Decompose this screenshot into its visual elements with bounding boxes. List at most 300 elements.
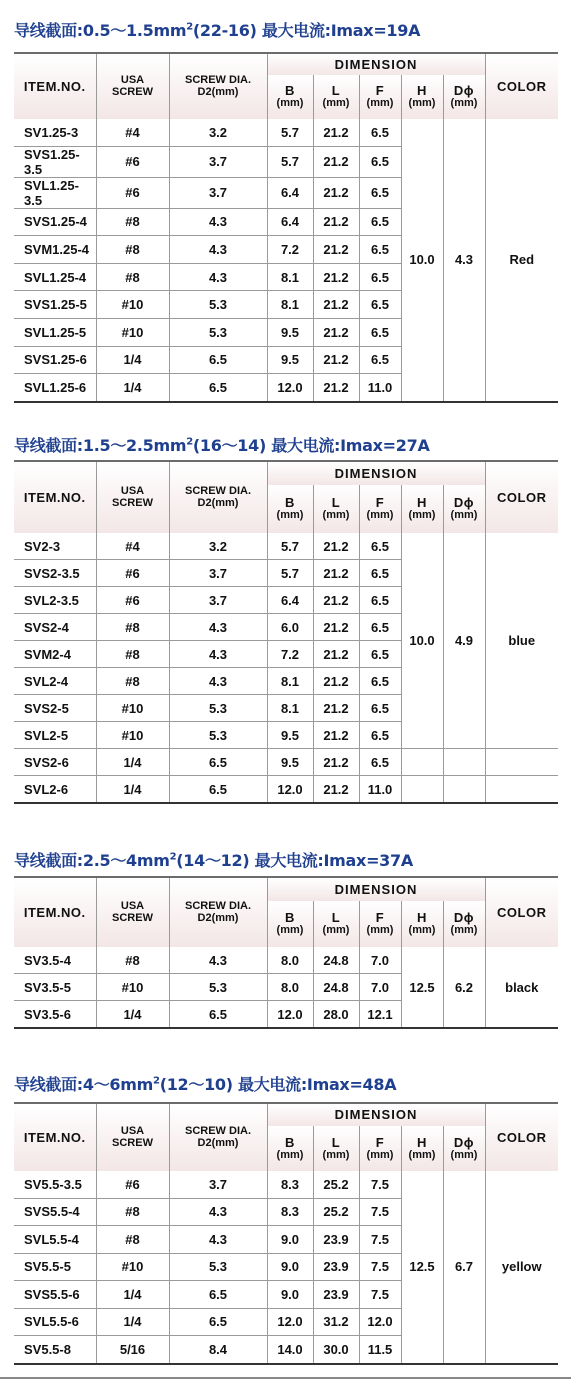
cell-b: 8.1 (267, 291, 313, 319)
header-f (359, 1126, 401, 1171)
header-b-label: B (285, 910, 295, 926)
header-l-label: L (331, 83, 341, 99)
cell-f: 7.5 (359, 1226, 401, 1254)
header-f-label: F (375, 495, 385, 511)
cell-item-no: SV5.5-3.5 (14, 1171, 96, 1198)
cell-l: 21.2 (313, 722, 359, 749)
cell-usa-screw: #10 (96, 695, 169, 722)
cell-f: 6.5 (359, 208, 401, 236)
header-color (485, 1103, 558, 1171)
header-dimension-label: DIMENSION (334, 1107, 418, 1123)
header-usa-screw (96, 877, 169, 947)
cell-f: 6.5 (359, 722, 401, 749)
header-d-phi-unit: (mm) (450, 509, 478, 522)
cell-b: 8.3 (267, 1171, 313, 1198)
header-screw-label: SCREW (112, 911, 153, 924)
cell-item-no: SV1.25-3 (14, 119, 96, 146)
header-item-no-label: ITEM.NO. (23, 904, 86, 920)
header-l-label: L (331, 910, 341, 926)
cell-usa-screw: 1/4 (96, 1001, 169, 1029)
cell-item-no: SVL2-5 (14, 722, 96, 749)
cell-item-no: SVL2-4 (14, 668, 96, 695)
cell-l: 25.2 (313, 1198, 359, 1226)
cell-usa-screw: 1/4 (96, 374, 169, 402)
header-color-label: COLOR (497, 78, 547, 94)
cell-usa-screw: #6 (96, 587, 169, 614)
cell-screw-dia: 5.3 (169, 291, 267, 319)
header-b (267, 75, 313, 119)
header-usa-screw (96, 461, 169, 533)
cell-usa-screw: 1/4 (96, 749, 169, 776)
cell-b: 12.0 (267, 1308, 313, 1336)
cell-screw-dia: 4.3 (169, 641, 267, 668)
cell-f: 6.5 (359, 695, 401, 722)
title-current-rating: (12～10) 最大电流:Imax=48A (159, 1075, 397, 1094)
cell-b: 6.0 (267, 614, 313, 641)
header-color-label: COLOR (497, 489, 547, 505)
header-h (401, 485, 443, 533)
cell-screw-dia: 6.5 (169, 374, 267, 402)
header-b (267, 1126, 313, 1171)
cell-f: 11.5 (359, 1336, 401, 1364)
cell-screw-dia: 4.3 (169, 668, 267, 695)
cell-screw-dia: 5.3 (169, 1253, 267, 1281)
header-f-unit: (mm) (366, 1148, 394, 1161)
header-screw-dia-label: SCREW DIA. (185, 484, 251, 497)
cell-l: 30.0 (313, 1336, 359, 1364)
cell-screw-dia: 4.3 (169, 263, 267, 291)
spec-table (14, 460, 558, 804)
header-dimension (267, 461, 485, 485)
cell-h-empty (401, 749, 443, 776)
header-h (401, 75, 443, 119)
header-l-label: L (331, 495, 341, 511)
page-divider (0, 1377, 571, 1379)
header-h-label: H (417, 83, 427, 99)
cell-f: 12.1 (359, 1001, 401, 1029)
cell-screw-dia: 4.3 (169, 1226, 267, 1254)
header-screw-dia-label: SCREW DIA. (185, 899, 251, 912)
cell-f: 7.5 (359, 1253, 401, 1281)
cell-usa-screw: #8 (96, 614, 169, 641)
cell-l: 21.2 (313, 236, 359, 264)
title-superscript: 2 (169, 851, 177, 863)
title-current-rating: (22-16) 最大电流:Imax=19A (192, 21, 421, 40)
title-current-rating: (14～12) 最大电流:Imax=37A (176, 851, 413, 870)
cell-f: 11.0 (359, 776, 401, 804)
table-header (14, 461, 558, 533)
cell-color-merged: black (485, 947, 558, 1028)
cell-screw-dia: 5.3 (169, 722, 267, 749)
cell-usa-screw: #10 (96, 1253, 169, 1281)
cell-f: 6.5 (359, 668, 401, 695)
cell-l: 21.2 (313, 346, 359, 374)
cell-f: 6.5 (359, 177, 401, 208)
cell-l: 21.2 (313, 560, 359, 587)
table-row (14, 119, 558, 146)
header-screw-dia (169, 1103, 267, 1171)
cell-usa-screw: #6 (96, 560, 169, 587)
cell-l: 24.8 (313, 947, 359, 974)
cell-usa-screw: 1/4 (96, 776, 169, 804)
cell-item-no: SVS2-3.5 (14, 560, 96, 587)
cell-f: 7.5 (359, 1281, 401, 1309)
cell-l: 21.2 (313, 695, 359, 722)
section-title (14, 848, 413, 871)
header-color (485, 877, 558, 947)
header-d-phi-unit: (mm) (450, 1148, 478, 1161)
table-row (14, 1171, 558, 1198)
cell-b: 6.4 (267, 177, 313, 208)
header-d2-label: D2(mm) (197, 85, 239, 98)
cell-l: 23.9 (313, 1253, 359, 1281)
cell-b: 8.0 (267, 974, 313, 1001)
cell-screw-dia: 5.3 (169, 974, 267, 1001)
cell-h-merged: 12.5 (401, 1171, 443, 1364)
cell-l: 21.2 (313, 177, 359, 208)
cell-l: 21.2 (313, 749, 359, 776)
cell-usa-screw: #4 (96, 119, 169, 146)
cell-item-no: SVS2-4 (14, 614, 96, 641)
cell-usa-screw: #8 (96, 1198, 169, 1226)
cell-usa-screw: 5/16 (96, 1336, 169, 1364)
header-usa-label: USA (120, 73, 145, 86)
cell-h-merged: 10.0 (401, 533, 443, 749)
cell-item-no: SV3.5-4 (14, 947, 96, 974)
cell-screw-dia: 4.3 (169, 236, 267, 264)
header-f-unit: (mm) (366, 509, 394, 522)
cell-b: 5.7 (267, 533, 313, 560)
cell-screw-dia: 3.7 (169, 1171, 267, 1198)
cell-screw-dia: 3.7 (169, 146, 267, 177)
cell-usa-screw: #10 (96, 291, 169, 319)
header-h-unit: (mm) (408, 924, 436, 937)
cell-l: 31.2 (313, 1308, 359, 1336)
cell-item-no: SV3.5-5 (14, 974, 96, 1001)
header-d2-label: D2(mm) (197, 911, 239, 924)
cell-screw-dia: 6.5 (169, 346, 267, 374)
header-item-no (14, 461, 96, 533)
cell-item-no: SVS2-5 (14, 695, 96, 722)
cell-b: 7.2 (267, 641, 313, 668)
cell-usa-screw: #6 (96, 146, 169, 177)
cell-item-no: SV5.5-5 (14, 1253, 96, 1281)
cell-item-no: SVL5.5-4 (14, 1226, 96, 1254)
cell-usa-screw: #8 (96, 236, 169, 264)
header-item-no (14, 1103, 96, 1171)
cell-l: 23.9 (313, 1226, 359, 1254)
cell-usa-screw: #8 (96, 668, 169, 695)
table-body (14, 533, 558, 803)
header-f-label: F (375, 910, 385, 926)
table-row (14, 776, 558, 804)
cell-item-no: SVL1.25-4 (14, 263, 96, 291)
cell-f: 7.5 (359, 1171, 401, 1198)
cell-l: 21.2 (313, 614, 359, 641)
cell-d-phi-merged: 6.2 (443, 947, 485, 1028)
cell-h-empty (401, 776, 443, 804)
table-body (14, 947, 558, 1028)
header-h-label: H (417, 495, 427, 511)
cell-screw-dia: 4.3 (169, 947, 267, 974)
cell-item-no: SVL1.25-5 (14, 318, 96, 346)
header-screw-dia-label: SCREW DIA. (185, 73, 251, 86)
cell-item-no: SV5.5-8 (14, 1336, 96, 1364)
cell-color-merged: blue (485, 533, 558, 749)
cell-item-no: SV3.5-6 (14, 1001, 96, 1029)
title-superscript: 2 (186, 436, 193, 448)
header-h (401, 901, 443, 947)
header-b (267, 485, 313, 533)
cell-b: 12.0 (267, 776, 313, 804)
cell-l: 21.2 (313, 587, 359, 614)
cell-item-no: SVM2-4 (14, 641, 96, 668)
section-title (14, 1072, 396, 1095)
header-screw-label: SCREW (112, 85, 153, 98)
header-f-label: F (375, 83, 385, 99)
table-body (14, 1171, 558, 1364)
table-row (14, 749, 558, 776)
header-d-phi-label: Dϕ (453, 83, 475, 99)
header-l (313, 901, 359, 947)
cell-b: 9.0 (267, 1281, 313, 1309)
cell-usa-screw: #10 (96, 318, 169, 346)
cell-l: 23.9 (313, 1281, 359, 1309)
cell-b: 7.2 (267, 236, 313, 264)
cell-b: 9.5 (267, 722, 313, 749)
cell-b: 9.5 (267, 749, 313, 776)
cell-item-no: SVL1.25-6 (14, 374, 96, 402)
cell-usa-screw: #8 (96, 947, 169, 974)
cell-l: 24.8 (313, 974, 359, 1001)
cell-f: 6.5 (359, 587, 401, 614)
header-f (359, 75, 401, 119)
cell-f: 7.0 (359, 947, 401, 974)
title-superscript: 2 (153, 1075, 160, 1087)
cell-color-merged: yellow (485, 1171, 558, 1364)
header-screw-dia-label: SCREW DIA. (185, 1124, 251, 1137)
header-item-no-label: ITEM.NO. (23, 1129, 86, 1145)
cell-item-no: SVM1.25-4 (14, 236, 96, 264)
header-color (485, 461, 558, 533)
header-b-label: B (285, 495, 295, 511)
header-color (485, 53, 558, 119)
title-current-rating: (16～14) 最大电流:Imax=27A (192, 436, 430, 455)
header-f (359, 901, 401, 947)
cell-item-no: SVS1.25-3.5 (14, 146, 96, 177)
cell-item-no: SVS1.25-4 (14, 208, 96, 236)
cell-screw-dia: 6.5 (169, 776, 267, 804)
cell-d-phi-empty (443, 776, 485, 804)
cell-f: 6.5 (359, 318, 401, 346)
cell-screw-dia: 3.7 (169, 560, 267, 587)
cell-screw-dia: 8.4 (169, 1336, 267, 1364)
cell-l: 21.2 (313, 263, 359, 291)
cell-l: 21.2 (313, 208, 359, 236)
cell-f: 6.5 (359, 236, 401, 264)
cell-item-no: SVS2-6 (14, 749, 96, 776)
header-dimension-label: DIMENSION (334, 56, 418, 72)
spec-table-wrap (14, 460, 558, 804)
cell-usa-screw: 1/4 (96, 346, 169, 374)
cell-b: 8.0 (267, 947, 313, 974)
cell-item-no: SVS1.25-5 (14, 291, 96, 319)
header-item-no (14, 53, 96, 119)
cell-l: 21.2 (313, 668, 359, 695)
cell-f: 6.5 (359, 263, 401, 291)
header-usa-screw (96, 53, 169, 119)
cell-l: 21.2 (313, 146, 359, 177)
cell-b: 8.1 (267, 668, 313, 695)
header-d-phi-unit: (mm) (450, 97, 478, 110)
header-l-label: L (331, 1134, 341, 1150)
header-l (313, 485, 359, 533)
cell-screw-dia: 4.3 (169, 208, 267, 236)
table-header (14, 53, 558, 119)
cell-l: 21.2 (313, 374, 359, 402)
header-usa-label: USA (120, 484, 145, 497)
cell-f: 6.5 (359, 533, 401, 560)
cell-item-no: SVS5.5-6 (14, 1281, 96, 1309)
header-item-no-label: ITEM.NO. (23, 78, 86, 94)
table-row (14, 533, 558, 560)
cell-b: 9.0 (267, 1226, 313, 1254)
cell-f: 6.5 (359, 119, 401, 146)
header-h-label: H (417, 1134, 427, 1150)
cell-l: 21.2 (313, 119, 359, 146)
spec-table-wrap (14, 1102, 558, 1365)
header-b-unit: (mm) (276, 924, 304, 937)
header-d2-label: D2(mm) (197, 496, 239, 509)
header-f-label: F (375, 1134, 385, 1150)
cell-color-merged: Red (485, 119, 558, 402)
header-screw-label: SCREW (112, 1136, 153, 1149)
cell-d-phi-merged: 6.7 (443, 1171, 485, 1364)
header-h-unit: (mm) (408, 509, 436, 522)
header-d-phi-label: Dϕ (453, 1134, 475, 1150)
cell-item-no: SVL2-6 (14, 776, 96, 804)
cell-screw-dia: 6.5 (169, 1281, 267, 1309)
cell-screw-dia: 3.2 (169, 533, 267, 560)
cell-f: 6.5 (359, 346, 401, 374)
header-screw-label: SCREW (112, 496, 153, 509)
cell-f: 11.0 (359, 374, 401, 402)
cell-l: 21.2 (313, 533, 359, 560)
cell-f: 6.5 (359, 641, 401, 668)
header-dimension (267, 877, 485, 901)
cell-usa-screw: #8 (96, 1226, 169, 1254)
header-d-phi (443, 75, 485, 119)
cell-usa-screw: #4 (96, 533, 169, 560)
cell-item-no: SVL5.5-6 (14, 1308, 96, 1336)
title-superscript: 2 (186, 21, 193, 33)
cell-usa-screw: #10 (96, 722, 169, 749)
cell-usa-screw: #6 (96, 177, 169, 208)
cell-color-empty (485, 749, 558, 776)
cell-f: 6.5 (359, 614, 401, 641)
cell-b: 14.0 (267, 1336, 313, 1364)
cell-screw-dia: 3.7 (169, 587, 267, 614)
spec-table (14, 1102, 558, 1365)
header-f-unit: (mm) (366, 97, 394, 110)
spec-table-wrap (14, 876, 558, 1029)
header-item-no (14, 877, 96, 947)
header-h-unit: (mm) (408, 1148, 436, 1161)
table-header (14, 1103, 558, 1171)
cell-d-phi-empty (443, 749, 485, 776)
header-l (313, 1126, 359, 1171)
header-dimension-label: DIMENSION (334, 881, 418, 897)
header-b-label: B (285, 1134, 295, 1150)
cell-b: 9.5 (267, 318, 313, 346)
cell-f: 6.5 (359, 749, 401, 776)
title-wire-section: 导线截面:4～6mm (14, 1075, 154, 1094)
header-color-label: COLOR (497, 1129, 547, 1145)
cell-item-no: SVS1.25-6 (14, 346, 96, 374)
spec-table (14, 52, 558, 403)
header-h-label: H (417, 910, 427, 926)
header-usa-screw (96, 1103, 169, 1171)
cell-l: 21.2 (313, 776, 359, 804)
header-d-phi (443, 901, 485, 947)
cell-f: 12.0 (359, 1308, 401, 1336)
header-d-phi-label: Dϕ (453, 910, 475, 926)
cell-usa-screw: #10 (96, 974, 169, 1001)
cell-l: 21.2 (313, 641, 359, 668)
header-b-unit: (mm) (276, 97, 304, 110)
cell-b: 12.0 (267, 374, 313, 402)
section-title (14, 18, 420, 41)
cell-d-phi-merged: 4.9 (443, 533, 485, 749)
spec-table-wrap (14, 52, 558, 403)
header-item-no-label: ITEM.NO. (23, 489, 86, 505)
cell-screw-dia: 5.3 (169, 318, 267, 346)
table-row (14, 947, 558, 974)
header-l-unit: (mm) (322, 97, 350, 110)
cell-b: 6.4 (267, 208, 313, 236)
cell-d-phi-merged: 4.3 (443, 119, 485, 402)
title-wire-section: 导线截面:0.5～1.5mm (14, 21, 187, 40)
cell-f: 7.0 (359, 974, 401, 1001)
cell-screw-dia: 6.5 (169, 749, 267, 776)
cell-usa-screw: 1/4 (96, 1281, 169, 1309)
cell-usa-screw: #8 (96, 208, 169, 236)
cell-screw-dia: 3.2 (169, 119, 267, 146)
cell-screw-dia: 4.3 (169, 1198, 267, 1226)
header-l-unit: (mm) (322, 1148, 350, 1161)
section-title (14, 433, 430, 456)
cell-b: 5.7 (267, 146, 313, 177)
header-d-phi-unit: (mm) (450, 924, 478, 937)
header-f (359, 485, 401, 533)
cell-screw-dia: 6.5 (169, 1308, 267, 1336)
cell-b: 5.7 (267, 560, 313, 587)
cell-h-merged: 10.0 (401, 119, 443, 402)
cell-item-no: SV2-3 (14, 533, 96, 560)
cell-f: 6.5 (359, 146, 401, 177)
cell-screw-dia: 5.3 (169, 695, 267, 722)
header-b-unit: (mm) (276, 509, 304, 522)
header-b-label: B (285, 83, 295, 99)
cell-screw-dia: 6.5 (169, 1001, 267, 1029)
header-h (401, 1126, 443, 1171)
cell-usa-screw: 1/4 (96, 1308, 169, 1336)
header-dimension-label: DIMENSION (334, 465, 418, 481)
title-wire-section: 导线截面:2.5～4mm (14, 851, 170, 870)
cell-b: 9.5 (267, 346, 313, 374)
cell-b: 8.1 (267, 263, 313, 291)
header-h-unit: (mm) (408, 97, 436, 110)
